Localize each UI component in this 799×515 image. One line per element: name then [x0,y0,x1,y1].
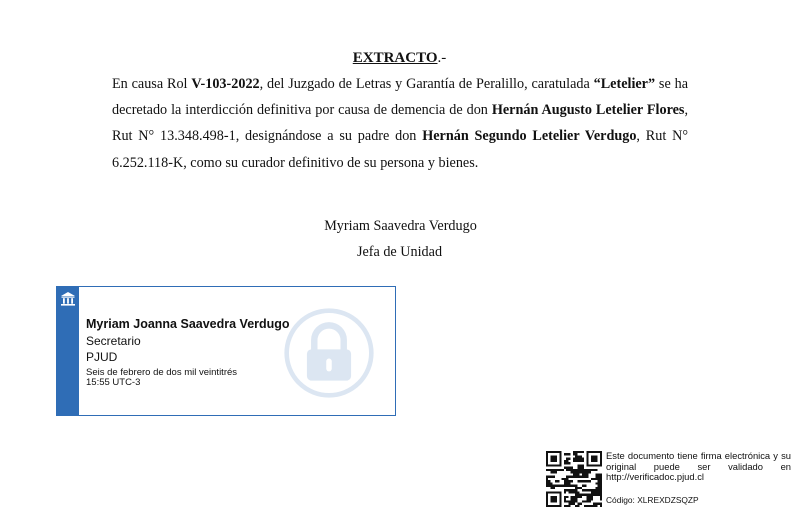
title-suffix: .- [437,50,447,66]
bank-icon [60,291,76,307]
paragraph-text-3: se ha decretado la interdicción definitiva por causa de demencia de don [112,76,688,119]
paragraph-text-4: , Rut N° 13.348.498-1, designándose a su padre don [112,102,688,145]
curator-name: Hernán Segundo Letelier Verdugo [422,128,637,145]
electronic-signature-box [56,286,396,416]
qr-code [546,451,602,507]
signatory-role: Jefa de Unidad [356,244,443,260]
paragraph-text-5: , Rut N° 6.252.118-K, como su curador definitivo de su persona y bienes. [112,128,688,171]
verification-code: Código: XLREXDZSQZP [606,495,699,505]
case-caption: “Letelier” [593,76,656,92]
signer-organization: PJUD [86,350,118,364]
signature-date: Seis de febrero de dos mil veintitrés [86,367,238,378]
signature-side-bar [57,287,79,415]
signer-role: Secretario [86,334,141,348]
title-text: EXTRACTO [352,50,438,66]
lock-icon [283,307,375,399]
case-number: V-103-2022 [191,76,260,92]
paragraph-text-2: , del Juzgado de Letras y Garantía de Peralillo, caratulada [259,76,594,92]
signer-name: Myriam Joanna Saavedra Verdugo [86,317,290,331]
extract-paragraph [112,71,688,176]
document-title [0,50,799,67]
verification-notice: Este documento tiene firma electrónica y su original puede ser validado en http://verificadoc.pjud.cl [606,450,791,483]
interdicted-name: Hernán Augusto Letelier Flores [491,102,685,119]
signature-time: 15:55 UTC-3 [86,377,141,388]
paragraph-text-1: En causa Rol [112,76,192,92]
signatory-name: Myriam Saavedra Verdugo [324,218,477,234]
